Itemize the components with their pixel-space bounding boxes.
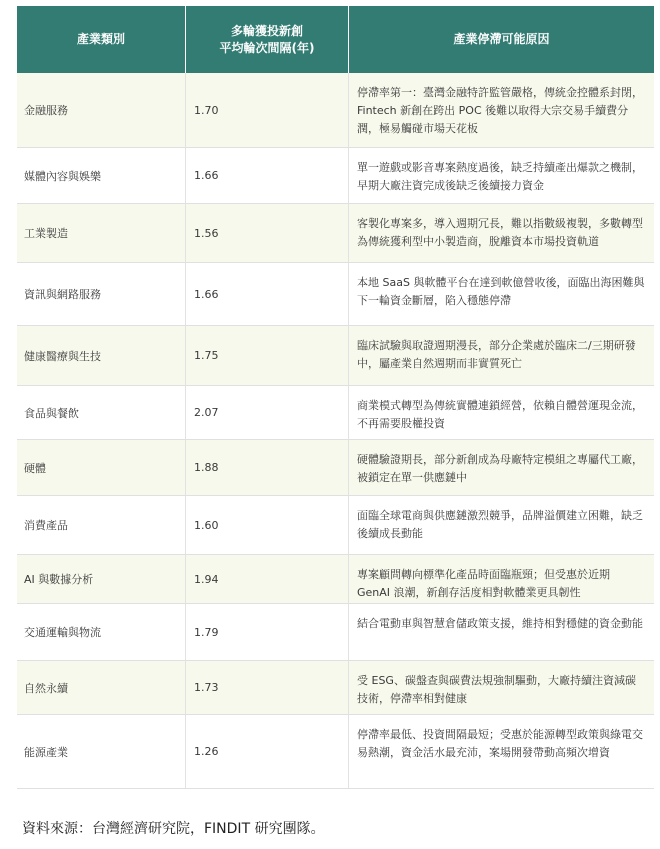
reason-cell: 專案顧問轉向標準化產品時面臨瓶頸；但受惠於近期 GenAI 浪潮，新創存活度相對軟體業更具韌性 (357, 568, 610, 599)
interval-cell: 1.94 (186, 555, 349, 603)
table-row (17, 386, 654, 440)
reason-cell: 停滯率最低、投資間隔最短；受惠於能源轉型政策與綠電交易熱潮，資金活水最充沛，案場開發帶動高頻次增資 (357, 728, 643, 759)
reason-cell: 商業模式轉型為傳統實體連鎖經營，依賴自體營運現金流，不再需要股權投資 (357, 399, 643, 430)
interval-cell: 1.70 (186, 73, 349, 147)
interval-cell: 1.75 (186, 326, 349, 385)
table-row (17, 440, 654, 496)
source-note: 資料來源：台灣經濟研究院，FINDIT 研究團隊。 (22, 821, 325, 837)
table-row (17, 604, 654, 661)
interval-cell: 1.79 (186, 604, 349, 660)
industry-cell: 硬體 (17, 440, 186, 495)
industry-table (17, 6, 654, 789)
industry-cell: 能源產業 (17, 715, 186, 788)
table-row (17, 715, 654, 789)
header-industry (17, 6, 186, 73)
industry-cell: 食品與餐飲 (17, 386, 186, 439)
table-row (17, 555, 654, 604)
interval-cell: 1.26 (186, 715, 349, 788)
interval-cell: 1.60 (186, 496, 349, 554)
interval-cell: 1.88 (186, 440, 349, 495)
table-row (17, 263, 654, 326)
industry-cell: 工業製造 (17, 204, 186, 262)
reason-cell: 受 ESG、碳盤查與碳費法規強制驅動，大廠持續注資減碳技術，停滯率相對健康 (357, 674, 636, 705)
header-reason-label: 產業停滯可能原因 (453, 32, 550, 46)
reason-cell: 結合電動車與智慧倉儲政策支援，維持相對穩健的資金動能 (357, 617, 643, 630)
reason-cell: 面臨全球電商與供應鏈激烈競爭，品牌溢價建立困難，缺乏後續成長動能 (357, 509, 643, 540)
industry-cell: 交通運輸與物流 (17, 604, 186, 660)
table-row (17, 73, 654, 148)
table-row (17, 496, 654, 555)
industry-cell: 消費產品 (17, 496, 186, 554)
header-reason (349, 6, 654, 73)
industry-cell: 媒體內容與娛樂 (17, 148, 186, 203)
table-header (17, 6, 654, 73)
interval-cell: 1.66 (186, 263, 349, 325)
industry-cell: 自然永續 (17, 661, 186, 714)
reason-cell: 本地 SaaS 與軟體平台在達到軟億營收後，面臨出海困難與下一輪資金斷層，陷入穩態停滯 (357, 276, 645, 307)
header-industry-label: 產業類別 (76, 32, 125, 46)
table-row (17, 204, 654, 263)
header-interval-line1: 多輪獲投新創 (230, 23, 303, 38)
reason-cell: 單一遊戲或影音專案熱度過後，缺乏持續產出爆款之機制，早期大廠注資完成後缺乏後續接力資金 (357, 161, 643, 192)
interval-cell: 2.07 (186, 386, 349, 439)
interval-cell: 1.66 (186, 148, 349, 203)
table-row (17, 661, 654, 715)
header-interval-label (220, 23, 315, 57)
reason-cell: 硬體驗證期長，部分新創成為母廠特定模組之專屬代工廠，被鎖定在單一供應鏈中 (357, 453, 643, 484)
industry-cell: 健康醫療與生技 (17, 326, 186, 385)
reason-cell: 臨床試驗與取證週期漫長，部分企業處於臨床二/三期研發中，屬產業自然週期而非實質死亡 (357, 339, 636, 370)
header-interval-line2: 平均輪次間隔(年) (219, 40, 315, 55)
interval-cell: 1.73 (186, 661, 349, 714)
reason-cell: 客製化專案多，導入週期冗長，難以指數級複製，多數轉型為傳統獲利型中小製造商，脫離資本市場投資軌道 (357, 217, 643, 248)
table-body (17, 73, 654, 789)
header-interval (186, 6, 349, 73)
table-row (17, 148, 654, 204)
table-row (17, 326, 654, 386)
interval-cell: 1.56 (186, 204, 349, 262)
reason-cell: 停滯率第一：臺灣金融特許監管嚴格，傳統金控體系封閉，Fintech 新創在跨出 POC 後難以取得大宗交易手續費分潤，極易觸碰市場天花板 (357, 86, 643, 135)
industry-cell: AI 與數據分析 (17, 555, 186, 603)
industry-cell: 資訊與網路服務 (17, 263, 186, 325)
industry-cell: 金融服務 (17, 73, 186, 147)
